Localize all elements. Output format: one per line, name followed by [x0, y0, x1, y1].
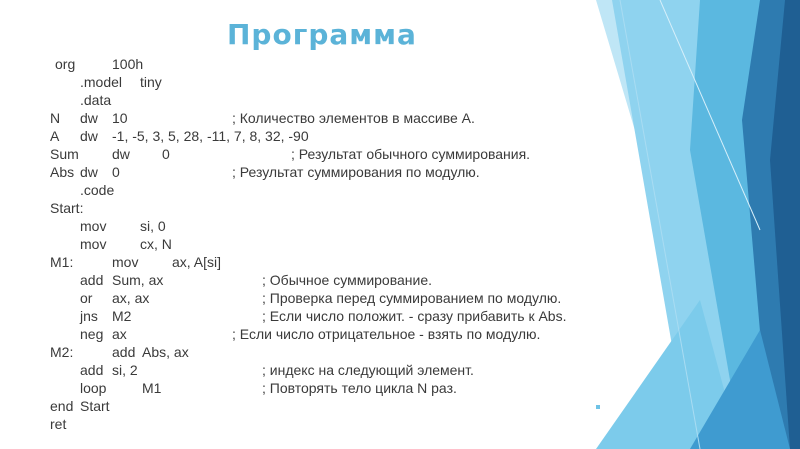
code-token: 10	[112, 110, 128, 126]
code-token: add	[80, 272, 104, 288]
code-token: Sum	[50, 146, 79, 162]
code-comment: ; Результат обычного суммирования.	[291, 146, 531, 162]
code-token: dw	[80, 110, 98, 126]
code-token: Abs, ax	[142, 344, 189, 360]
slide-title: Программа	[227, 18, 417, 51]
code-token: jns	[80, 308, 98, 324]
code-token: 0	[162, 146, 170, 162]
code-token: N	[50, 110, 61, 126]
deco-dot	[596, 405, 600, 409]
code-token: M1	[142, 380, 162, 396]
code-token: M2	[112, 308, 132, 324]
code-comment: ; Если число положит. - сразу прибавить к Abs.	[262, 308, 567, 324]
code-token: .code	[80, 182, 115, 198]
code-token: mov	[112, 254, 139, 270]
code-token: ax, A[si]	[172, 254, 222, 270]
code-token: .model	[80, 74, 123, 90]
code-token: 0	[112, 164, 120, 180]
code-token: A	[50, 128, 60, 144]
code-token: Start:	[50, 200, 84, 216]
code-token: add	[80, 362, 104, 378]
code-comment: ; Повторять тело цикла N раз.	[262, 380, 457, 396]
code-token: end	[50, 398, 74, 414]
code-token: ax, ax	[112, 290, 150, 306]
code-token: Sum, ax	[112, 272, 164, 288]
code-token: Start	[80, 398, 110, 414]
code-token: or	[80, 290, 93, 306]
code-token: M2:	[50, 344, 74, 360]
code-token: dw	[80, 164, 98, 180]
code-comment: ; Обычное суммирование.	[262, 272, 433, 288]
code-token: org	[55, 56, 76, 72]
code-token: cx, N	[140, 236, 172, 252]
code-token: dw	[112, 146, 130, 162]
code-token: ax	[112, 326, 127, 342]
code-token: loop	[80, 380, 107, 396]
code-token: Abs	[50, 164, 75, 180]
code-comment: ; Проверка перед суммированием по модулю.	[262, 290, 562, 306]
code-token: add	[112, 344, 136, 360]
code-comment: ; индекс на следующий элемент.	[262, 362, 474, 378]
code-token: tiny	[140, 74, 162, 90]
code-token: .data	[80, 92, 112, 108]
code-token: 100h	[112, 56, 144, 72]
code-token: ret	[50, 416, 67, 432]
code-token: si, 2	[112, 362, 138, 378]
code-comment: ; Результат суммирования по модулю.	[232, 164, 480, 180]
code-token: -1, -5, 3, 5, 28, -11, 7, 8, 32, -90	[112, 128, 309, 144]
code-token: neg	[80, 326, 104, 342]
code-token: M1:	[50, 254, 74, 270]
code-comment: ; Если число отрицательное - взять по модулю.	[232, 326, 541, 342]
code-token: mov	[80, 218, 107, 234]
code-comment: ; Количество элементов в массиве А.	[232, 110, 475, 126]
code-token: mov	[80, 236, 107, 252]
code-token: dw	[80, 128, 98, 144]
code-token: si, 0	[140, 218, 166, 234]
